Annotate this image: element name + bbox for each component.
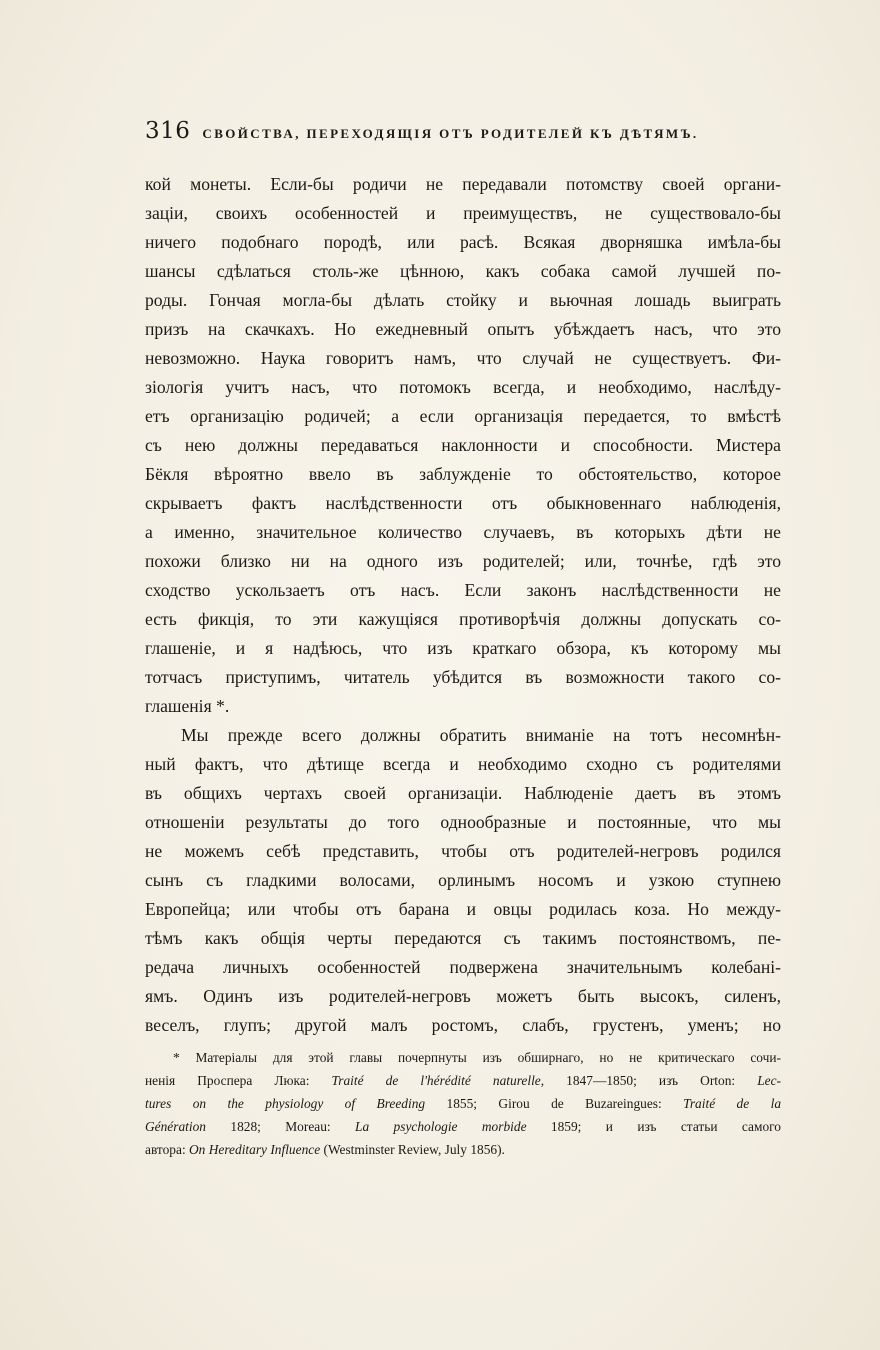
text-line: похожи близко ни на одного изъ родителей; или, точнѣе, гдѣ это — [145, 551, 781, 571]
footnote-line — [145, 1046, 781, 1069]
text-line: шансы сдѣлаться столь-же цѣнною, какъ собака самой лучшей по- — [145, 261, 781, 281]
text-line: Бёкля вѣроятно ввело въ заблужденіе то обстоятельство, которое — [145, 464, 781, 484]
footnote-italic: Traité de l'hérédité naturelle, — [331, 1073, 545, 1088]
text-line: веселъ, глупъ; другой малъ ростомъ, слабъ, грустенъ, уменъ; но — [145, 1015, 781, 1035]
footnote-text: 1855; Girou de Buzareingues: — [425, 1096, 684, 1111]
text-line: отношеніи результаты до того однообразные и постоянные, что мы — [145, 812, 781, 832]
footnote-text: 1828; Moreau: — [206, 1119, 356, 1134]
footnote-line — [145, 1069, 781, 1092]
footnote-text: автора: — [145, 1142, 190, 1157]
body-text — [145, 170, 781, 1040]
footnote-text: * Матеріалы для этой главы почерпнуты изъ обширнаго, но не критическаго сочи- — [173, 1050, 781, 1065]
footnote-text: 1859; и изъ статьи самого — [526, 1119, 781, 1134]
footnote-italic: Génération — [145, 1119, 206, 1134]
text-line: редача личныхъ особенностей подвержена значительнымъ колебані- — [145, 957, 781, 977]
text-line: ямъ. Одинъ изъ родителей-негровъ можетъ быть высокъ, силенъ, — [145, 986, 781, 1006]
page-header — [145, 118, 785, 150]
text-line: тѣмъ какъ общія черты передаются съ такимъ постоянствомъ, пе- — [145, 928, 781, 948]
running-title: СВОЙСТВА, ПЕРЕХОДЯЩІЯ ОТЪ РОДИТЕЛЕЙ КЪ ДѢТЯМЪ. — [202, 126, 699, 141]
text-line: есть фикція, то эти кажущіяся противорѣчія должны допускать со- — [145, 609, 781, 629]
footnote-text: (Westminster Review, July 1856). — [320, 1142, 505, 1157]
text-line: кой монеты. Если-бы родичи не передавали потомству своей органи- — [145, 174, 781, 194]
text-line: сходство ускользаетъ отъ насъ. Если законъ наслѣдственности не — [145, 580, 781, 600]
footnote-line — [145, 1092, 781, 1115]
footnote-italic: On Hereditary Influence — [189, 1142, 321, 1157]
footnote-italic: Traité de la — [683, 1096, 781, 1111]
text-line: призъ на скачкахъ. Но ежедневный опытъ убѣждаетъ насъ, что это — [145, 319, 781, 339]
footnote — [145, 1046, 781, 1161]
footnote-text: ненія Проспера Люка: — [145, 1073, 332, 1088]
footnote-italic: La psychologie morbide — [355, 1119, 527, 1134]
footnote-italic: tures on the physiology of Breeding — [145, 1096, 426, 1111]
text-line: ничего подобнаго породѣ, или расѣ. Всякая дворняшка имѣла-бы — [145, 232, 781, 252]
text-line: ный фактъ, что дѣтище всегда и необходимо сходно съ родителями — [145, 754, 781, 774]
footnote-italic: Lec- — [757, 1073, 781, 1088]
text-line: глашенія *. — [145, 696, 230, 716]
text-line: а именно, значительное количество случаевъ, въ которыхъ дѣти не — [145, 522, 781, 542]
text-line: въ общихъ чертахъ своей организаціи. Наблюденіе даетъ въ этомъ — [145, 783, 781, 803]
text-line: етъ организацію родичей; а если организація передается, то вмѣстѣ — [145, 406, 781, 426]
text-line: заціи, своихъ особенностей и преимуществъ, не существовало-бы — [145, 203, 781, 223]
text-line: глашеніе, и я надѣюсь, что изъ краткаго обзора, къ которому мы — [145, 638, 781, 658]
text-line: роды. Гончая могла-бы дѣлать стойку и вьючная лошадь выиграть — [145, 290, 781, 310]
text-line: Мы прежде всего должны обратить вниманіе на тотъ несомнѣн- — [181, 725, 781, 745]
text-line: тотчасъ приступимъ, читатель убѣдится въ возможности такого со- — [145, 667, 781, 687]
text-line: скрываетъ фактъ наслѣдственности отъ обыкновеннаго наблюденія, — [145, 493, 781, 513]
footnote-line — [145, 1115, 781, 1138]
footnote-text: 1847—1850; изъ Orton: — [544, 1073, 758, 1088]
page-number: 316 — [145, 118, 191, 144]
footnote-line — [145, 1138, 781, 1161]
text-line: не можемъ себѣ представить, чтобы отъ родителей-негровъ родился — [145, 841, 781, 861]
text-line: Европейца; или чтобы отъ барана и овцы родилась коза. Но между- — [145, 899, 781, 919]
text-line: сынъ съ гладкими волосами, орлинымъ носомъ и узкою ступнею — [145, 870, 781, 890]
text-line: невозможно. Наука говоритъ намъ, что случай не существуетъ. Фи- — [145, 348, 781, 368]
text-line: съ нею должны передаваться наклонности и способности. Мистера — [145, 435, 781, 455]
text-line: зіологія учитъ насъ, что потомокъ всегда, и необходимо, наслѣду- — [145, 377, 781, 397]
